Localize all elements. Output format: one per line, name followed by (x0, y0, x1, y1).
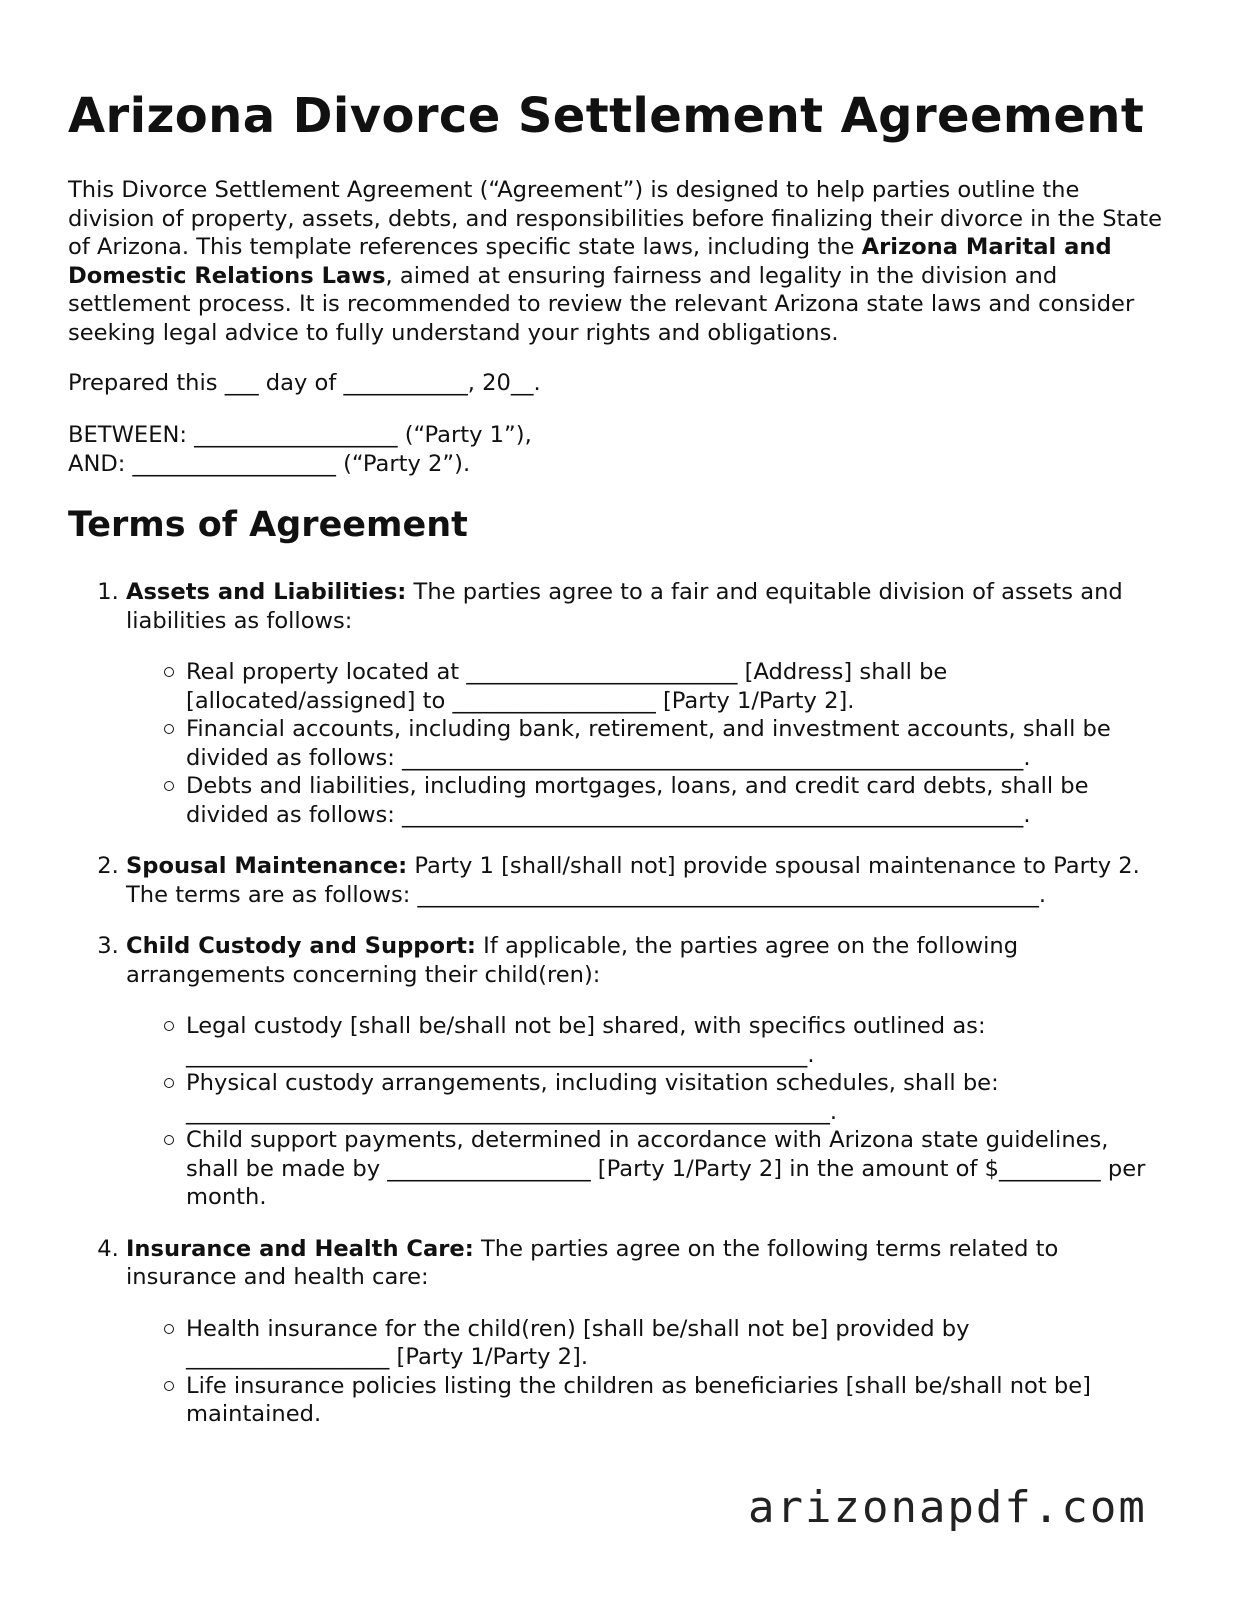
watermark: arizonapdf.com (748, 1482, 1147, 1533)
term-assets-liabilities (126, 578, 1158, 829)
intro-text-start: This Divorce Settlement Agreement (“Agreement”) is designed to help parties outline the division of property, assets, debts, and responsibilities before finalizing their divorce in the State of Arizona. This template references specific state laws, including the (68, 177, 1162, 260)
sub-list (126, 658, 1158, 829)
term-text: The parties agree to a fair and equitable division of assets and liabilities as follows: (126, 579, 1123, 634)
term-child-custody-support (126, 932, 1158, 1212)
sub-list (126, 1315, 1158, 1429)
party-2-line: AND: __________________ (“Party 2”). (68, 450, 471, 477)
term-insurance-health-care (126, 1235, 1158, 1429)
terms-heading: Terms of Agreement (68, 505, 468, 545)
intro-paragraph (68, 176, 1168, 347)
list-item: Child support payments, determined in accordance with Arizona state guidelines, shall be made by __________________ [Party 1/Party 2] in the amount of $_________ per month. (186, 1126, 1158, 1212)
term-spousal-maintenance (126, 852, 1158, 909)
term-text: Party 1 [shall/shall not] provide spousal maintenance to Party 2. The terms are as follows: _______________________________________________________. (126, 853, 1140, 908)
term-label: Assets and Liabilities: (126, 579, 407, 605)
intro-law-reference: Arizona Marital and Domestic Relations Laws (68, 234, 1112, 289)
term-label: Child Custody and Support: (126, 933, 476, 959)
intro-text-end: , aimed at ensuring fairness and legality in the division and settlement process. It is recommended to review the relevant Arizona state laws and consider seeking legal advice to fully understand your rights and obligations. (68, 262, 1135, 346)
prepared-date-line: Prepared this ___ day of ___________, 20__. (68, 370, 541, 396)
list-item: Physical custody arrangements, including visitation schedules, shall be: _________________________________________________________. (186, 1069, 1158, 1126)
term-label: Spousal Maintenance: (126, 853, 408, 879)
document-title: Arizona Divorce Settlement Agreement (68, 88, 1145, 144)
list-item: Life insurance policies listing the children as beneficiaries [shall be/shall not be] maintained. (186, 1372, 1158, 1429)
term-text: If applicable, the parties agree on the following arrangements concerning their child(ren): (126, 933, 1019, 988)
list-item: Financial accounts, including bank, retirement, and investment accounts, shall be divided as follows: _______________________________________________________. (186, 715, 1158, 772)
term-text: The parties agree on the following terms related to insurance and health care: (126, 1235, 1059, 1290)
sub-list (126, 1012, 1158, 1212)
list-item: Health insurance for the child(ren) [shall be/shall not be] provided by __________________ [Party 1/Party 2]. (186, 1315, 1158, 1372)
parties-block (68, 421, 532, 478)
list-item: Legal custody [shall be/shall not be] shared, with specifics outlined as: _______________________________________________________. (186, 1012, 1158, 1069)
list-item: Real property located at ________________________ [Address] shall be [allocated/assigned] to __________________ [Party 1/Party 2]. (186, 658, 1158, 715)
party-1-line: BETWEEN: __________________ (“Party 1”), (68, 422, 532, 448)
terms-list (68, 578, 1158, 1452)
term-label: Insurance and Health Care: (126, 1235, 474, 1262)
list-item: Debts and liabilities, including mortgages, loans, and credit card debts, shall be divided as follows: _______________________________________________________. (186, 772, 1158, 829)
